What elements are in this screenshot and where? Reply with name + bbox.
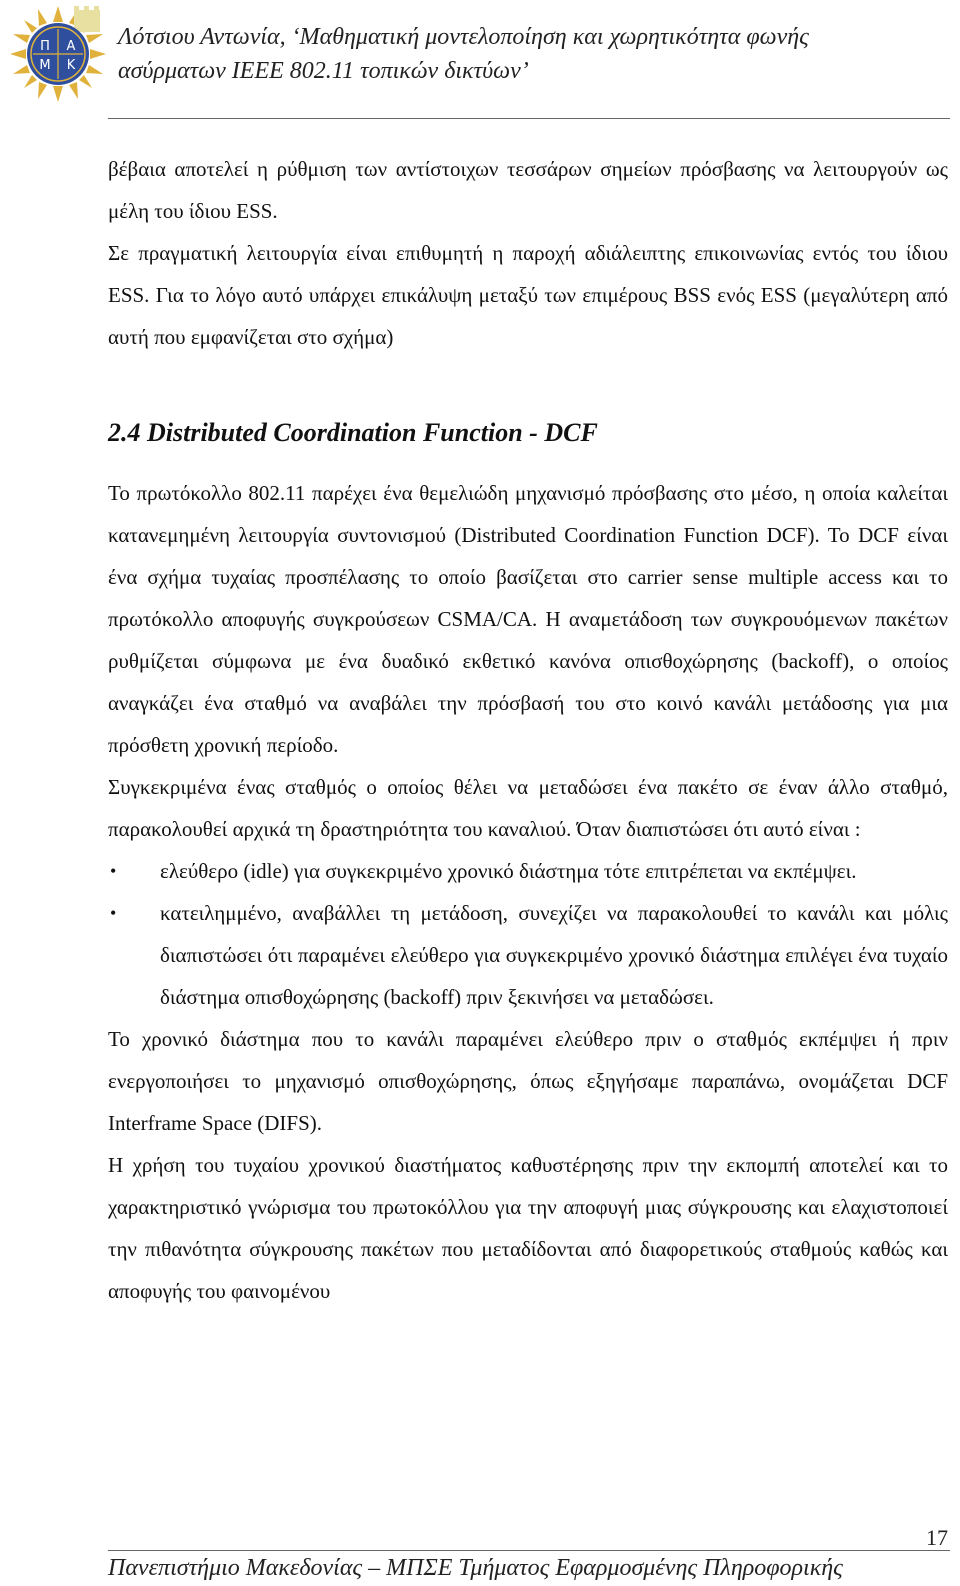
page-body bbox=[108, 148, 948, 1312]
paragraph: Η χρήση του τυχαίου χρονικού διαστήματος καθυστέρησης πριν την εκπομπή αποτελεί και το χαρακτηριστικό γνώρισμα του πρωτοκόλλου για την αποφυγή μιας σύγκρουσης και ελαχιστοποιεί την πιθανότητα σύγκρουσης πακέτων που μεταδίδονται από διαφορετικούς σταθμούς καθώς και αποφυγής του φαινομένου bbox=[108, 1153, 948, 1303]
header-line-1: Λότσιου Αντωνία, ‘Μαθηματική μοντελοποίηση και χωρητικότητα φωνής bbox=[118, 24, 809, 50]
bullet-list bbox=[108, 850, 948, 1018]
footer-institution: Πανεπιστήμιο Μακεδονίας – ΜΠΣΕ Τμήματος Εφαρμοσμένης Πληροφορικής bbox=[108, 1555, 843, 1581]
list-item-text: κατειλημμένο, αναβάλλει τη μετάδοση, συνεχίζει να παρακολουθεί το κανάλι και μόλις διαπιστώσει ότι παραμένει ελεύθερο για συγκεκριμένο χρονικό διάστημα επιλέγει ένα τυχαίο διάστημα οπισθοχώρησης (backoff) πριν ξεκινήσει να μεταδώσει. bbox=[160, 901, 948, 1009]
bullet-icon: • bbox=[110, 861, 117, 881]
page-header bbox=[0, 0, 960, 122]
svg-text:Π: Π bbox=[40, 39, 50, 54]
svg-text:Α: Α bbox=[66, 39, 76, 54]
paragraph: Συγκεκριμένα ένας σταθμός ο οποίος θέλει να μεταδώσει ένα πακέτο σε έναν άλλο σταθμό, παρακολουθεί αρχικά τη δραστηριότητα του καναλιού. Όταν διαπιστώσει ότι αυτό είναι : bbox=[108, 775, 948, 841]
header-divider bbox=[108, 118, 950, 119]
list-item bbox=[108, 850, 948, 892]
page-number: 17 bbox=[926, 1525, 948, 1550]
svg-text:Κ: Κ bbox=[66, 58, 76, 73]
list-item-text: ελεύθερο (idle) για συγκεκριμένο χρονικό διάστημα τότε επιτρέπεται να εκπέμψει. bbox=[160, 859, 857, 883]
header-line-2: ασύρματων IEEE 802.11 τοπικών δικτύων’ bbox=[118, 58, 529, 84]
paragraph: βέβαια αποτελεί η ρύθμιση των αντίστοιχων τεσσάρων σημείων πρόσβασης να λειτουργούν ως μέλη του ίδιου ESS. bbox=[108, 157, 948, 223]
paragraph: Το πρωτόκολλο 802.11 παρέχει ένα θεμελιώδη μηχανισμό πρόσβασης στο μέσο, η οποία καλείται κατανεμημένη λειτουργία συντονισμού (Distributed Coordination Function DCF). Το DCF είναι ένα σχήμα τυχαίας προσπέλασης το οποίο βασίζεται στο carrier sense multiple access και το πρωτόκολλο αποφυγής συγκρούσεων CSMA/CA. Η αναμετάδοση των συγκρουόμενων πακέτων ρυθμίζεται σύμφωνα με ένα δυαδικό εκθετικό κανόνα οπισθοχώρησης (backoff), ο οποίος αναγκάζει ένα σταθμό να αναβάλει την πρόσβασή του στο κοινό κανάλι μετάδοσης για μια πρόσθετη χρονική περίοδο. bbox=[108, 481, 948, 757]
paragraph: Το χρονικό διάστημα που το κανάλι παραμένει ελεύθερο πριν ο σταθμός εκπέμψει ή πριν ενεργοποιήσει το μηχανισμό οπισθοχώρησης, όπως εξηγήσαμε παραπάνω, ονομάζεται DCF Interframe Space (DIFS). bbox=[108, 1027, 948, 1135]
section-heading: 2.4 Distributed Coordination Function - DCF bbox=[108, 418, 598, 447]
university-seal-logo bbox=[8, 4, 108, 104]
document-header-title bbox=[118, 20, 948, 88]
list-item bbox=[108, 892, 948, 1018]
svg-text:Μ: Μ bbox=[39, 58, 51, 73]
bullet-icon: • bbox=[110, 903, 117, 923]
paragraph: Σε πραγματική λειτουργία είναι επιθυμητή η παροχή αδιάλειπτης επικοινωνίας εντός του ίδιου ESS. Για το λόγο αυτό υπάρχει επικάλυψη μεταξύ των επιμέρους BSS ενός ESS (μεγαλύτερη από αυτή που εμφανίζεται στο σχήμα) bbox=[108, 241, 948, 349]
footer-divider bbox=[108, 1550, 950, 1551]
